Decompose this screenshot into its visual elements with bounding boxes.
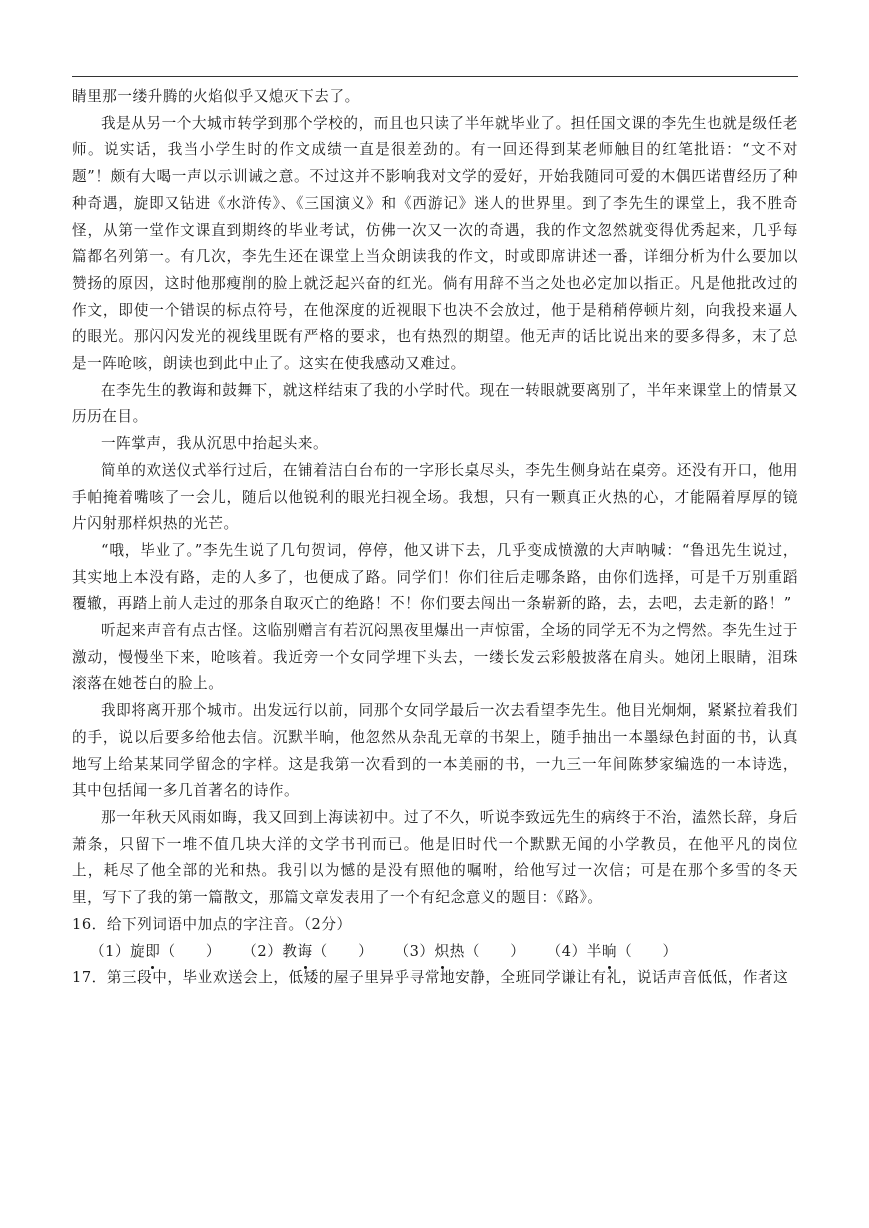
dotted-character: 炽	[435, 939, 450, 966]
dotted-character: 即	[145, 939, 160, 966]
option-number: （4）	[546, 942, 587, 960]
dotted-character: 诲	[298, 939, 313, 966]
paragraph: 睛里那一缕升腾的火焰似乎又熄灭下去了。	[72, 88, 360, 105]
dotted-character: 晌	[602, 939, 617, 966]
question-16-options	[72, 939, 798, 966]
article-body	[72, 84, 798, 992]
paragraph: “哦，毕业了。”李先生说了几句贺词，停停，他又讲下去，几乎变成愤激的大声呐喊：“鲁迅先生说过，其实地上本没有路，走的人多了，也便成了路。同学们！你们往后走哪条路，由你们选择，可是千万别重蹈覆辙，再踏上前人走过的那条自取灭亡的绝路！不！你们要去闯出一条崭新的路，去，去吧，去走新的路！”	[72, 541, 798, 613]
paragraph: 听起来声音有点古怪。这临别赠言有若沉闷黑夜里爆出一声惊雷，全场的同学无不为之愕然。李先生过于激动，慢慢坐下来，呛咳着。我近旁一个女同学埋下头去，一缕长发云彩般披落在肩头。她闭上眼睛，泪珠滚落在她苍白的脸上。	[72, 622, 798, 693]
option-text: 教	[282, 942, 298, 960]
paragraph: 一阵掌声，我从沉思中抬起头来。	[101, 435, 329, 453]
option-text: 旋	[130, 942, 146, 960]
paragraph: 我即将离开那个城市。出发远行以前，同那个女同学最后一次去看望李先生。他目光炯炯，紧紧拉着我们的手，说以后要多给他去信。沉默半晌，他忽然从杂乱无章的书架上，随手抽出一本墨绿色封面的书，认真地写上给某某同学留念的字样。这是我第一次看到的一本美丽的书，一九三一年间陈梦家编选的一本诗选，其中包括闻一多几首著名的诗作。	[72, 702, 798, 800]
option-text: 半	[586, 942, 602, 960]
option-number: （1）	[90, 942, 131, 960]
paragraph: 那一年秋天风雨如晦，我又回到上海读初中。过了不久，听说李致远先生的病终于不治，溘然长辞，身后萧条，只留下一堆不值几块大洋的文学书刊而已。他是旧时代一个默默无闻的小学教员，在他平凡的岗位上，耗尽了他全部的光和热。我引以为憾的是没有照他的嘱咐，给他写过一次信；可是在那个多雪的冬天里，写下了我的第一篇散文，那篇文章发表用了一个有纪念意义的题目：《路》。	[72, 808, 798, 907]
answer-blank[interactable]: （ ）	[312, 942, 374, 960]
question-16-option	[547, 939, 678, 966]
question-16-stem: 16．给下列词语中加点的字注音。（2分）	[72, 915, 352, 933]
header-divider	[72, 76, 798, 77]
answer-blank[interactable]: （ ）	[160, 942, 222, 960]
paragraph: 我是从另一个大城市转学到那个学校的，而且也只读了半年就毕业了。担任国文课的李先生也就是级任老师。说实话，我当小学生时的作文成绩一直是很差劲的。有一回还得到某老师触目的红笔批语：“文不对题”！颇有大喝一声以示训诫之意。不过这并不影响我对文学的爱好，开始我随同可爱的木偶匹诺曹经历了种种奇遇，旋即又钻进《水浒传》、《三国演义》和《西游记》迷人的世界里。到了李先生的课堂上，我不胜奇怪，从第一堂作文课直到期终的毕业考试，仿佛一次又一次的奇遇，我的作文忽然就变得优秀起来，几乎每篇都名列第一。有几次，李先生还在课堂上当众朗读我的作文，时或即席讲述一番，详细分析为什么要加以赞扬的原因，这时他那瘦削的脸上就泛起兴奋的红光。倘有用辞不当之处也必定加以指正。凡是他批改过的作文，即使一个错误的标点符号，在他深度的近视眼下也决不会放过，他于是稍稍停顿片刻，向我投来逼人的眼光。那闪闪发光的视线里既有严格的要求，也有热烈的期望。他无声的话比说出来的要多得多，末了总是一阵呛咳，朗读也到此中止了。这实在使我感动又难过。	[72, 114, 798, 373]
question-16-option	[242, 939, 373, 966]
paragraph: 在李先生的教诲和鼓舞下，就这样结束了我的小学时代。现在一转眼就要离别了，半年来课堂上的情景又历历在目。	[72, 381, 798, 426]
question-17-stem: 17．第三段中，毕业欢送会上，低矮的屋子里异乎寻常地安静，全班同学谦让有礼，说话声音低低，作者这	[72, 969, 789, 987]
question-16-option	[394, 939, 525, 966]
answer-blank[interactable]: 热（ ）	[449, 942, 526, 960]
answer-blank[interactable]: （ ）	[617, 942, 678, 960]
option-number: （3）	[394, 942, 435, 960]
question-16-option	[90, 939, 221, 966]
paragraph: 简单的欢送仪式举行过后，在铺着洁白台布的一字形长桌尽头，李先生侧身站在桌旁。还没有开口，他用手帕掩着嘴咳了一会儿，随后以他锐利的眼光扫视全场。我想，只有一颗真正火热的心，才能隔着厚厚的镜片闪射那样炽热的光芒。	[72, 461, 798, 533]
option-number: （2）	[242, 942, 283, 960]
